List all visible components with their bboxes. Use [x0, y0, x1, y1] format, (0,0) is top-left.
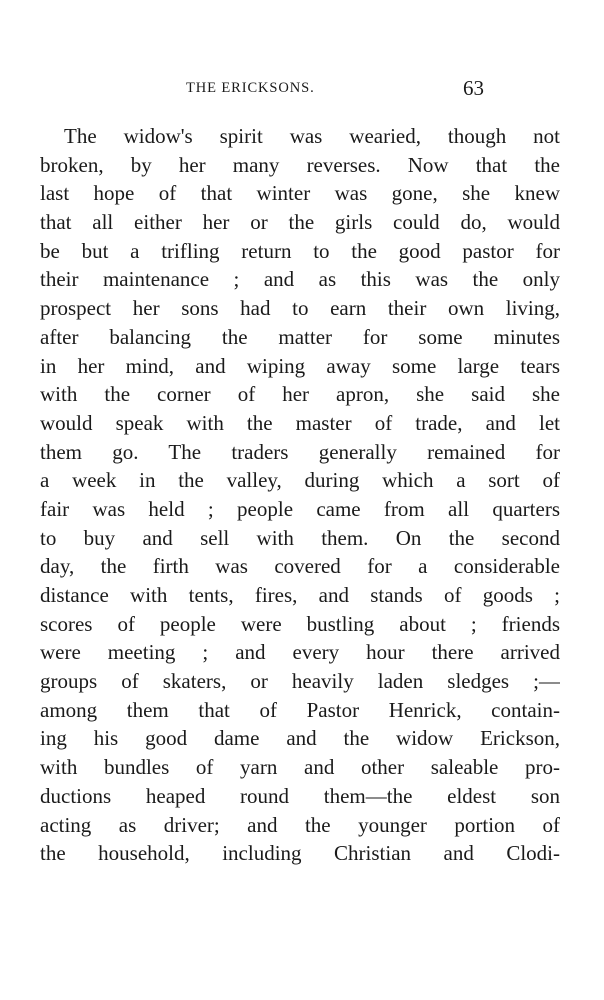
- text-line: distance with tents, fires, and stands of goods ;: [40, 583, 560, 607]
- text-line: day, the firth was covered for a considerable: [40, 554, 560, 579]
- text-line: The widow's spirit was wearied, though not: [64, 124, 560, 148]
- page-number: 63: [463, 76, 484, 100]
- text-line: fair was held ; people came from all quarters: [40, 496, 560, 521]
- text-line: be but a trifling return to the good pastor for: [40, 238, 560, 263]
- text-line: last hope of that winter was gone, she knew: [40, 181, 560, 206]
- text-line: scores of people were bustling about ; friends: [40, 611, 560, 636]
- text-line: the household, including Christian and Clodi-: [40, 841, 560, 866]
- text-line: a week in the valley, during which a sort of: [40, 468, 560, 493]
- text-line: to buy and sell with them. On the second: [40, 525, 560, 550]
- text-line: would speak with the master of trade, and let: [40, 410, 560, 435]
- text-line: with the corner of her apron, she said she: [40, 382, 560, 407]
- text-line: ing his good dame and the widow Erickson,: [40, 726, 560, 751]
- text-line: them go. The traders generally remained for: [40, 439, 560, 464]
- text-line: broken, by her many reverses. Now that the: [40, 152, 560, 177]
- text-line: groups of skaters, or heavily laden sledges ;—: [40, 669, 560, 694]
- body-text: [40, 122, 560, 868]
- text-line: in her mind, and wiping away some large tears: [40, 353, 560, 378]
- text-line: with bundles of yarn and other saleable pro-: [40, 755, 560, 780]
- running-title: THE ERICKSONS.: [186, 80, 315, 96]
- running-head: [0, 76, 604, 100]
- text-line: their maintenance ; and as this was the only: [40, 267, 560, 292]
- text-line: that all either her or the girls could do, would: [40, 210, 560, 235]
- text-line: were meeting ; and every hour there arrived: [40, 640, 560, 665]
- text-line: acting as driver; and the younger portion of: [40, 812, 560, 837]
- text-line: after balancing the matter for some minutes: [40, 324, 560, 349]
- text-line: ductions heaped round them—the eldest son: [40, 783, 560, 808]
- text-line: prospect her sons had to earn their own living,: [40, 296, 560, 321]
- text-line: among them that of Pastor Henrick, contain-: [40, 697, 560, 722]
